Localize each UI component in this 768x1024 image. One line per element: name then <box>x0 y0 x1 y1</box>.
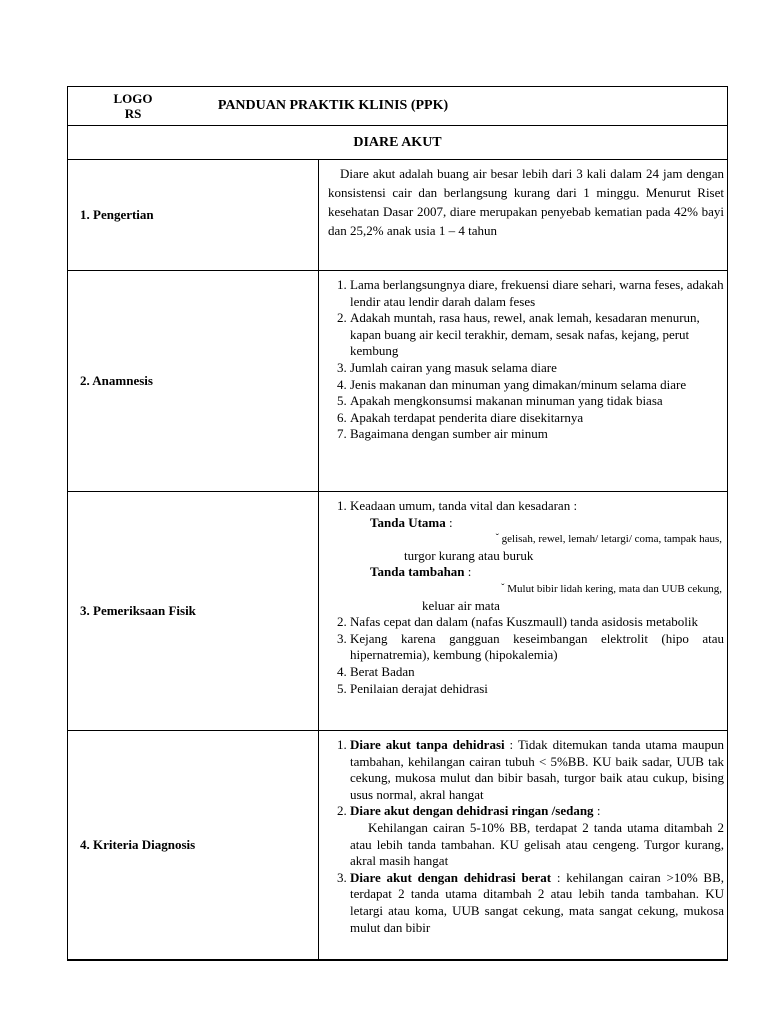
ppk-table <box>67 86 728 961</box>
kriteria-2-text: Kehilangan cairan 5-10% BB, terdapat 2 tanda utama ditambah 2 atau lebih tanda tambahan. KU gelisah atau cengeng. Turgor kurang, akral masih hangat <box>350 819 724 869</box>
kriteria-3-title: Diare akut dengan dehidrasi berat <box>350 869 552 885</box>
pengertian-paragraph: Diare akut adalah buang air besar lebih dari 3 kali dalam 24 jam dengan konsistensi cair dan berlangsung kurang dari 1 minggu. Menurut Riset kesehatan Dasar 2007, diare merupakan penyebab kematian pada 42% bayi dan 25,2% anak usia 1 – 4 tahun <box>328 166 724 238</box>
tanda-tambahan-detail <box>350 581 722 598</box>
list-item: 3. Kejang karena gangguan keseimbangan elektrolit (hipo atau hipernatremia), kembung (hipokalemia) <box>350 631 724 664</box>
tanda-utama-cont: turgor kurang atau buruk <box>404 547 534 563</box>
list-item <box>350 803 724 869</box>
tanda-utama-colon: : <box>445 514 453 530</box>
list-item: 4. Berat Badan <box>350 664 724 681</box>
row-pemeriksaan <box>68 492 728 731</box>
list-item <box>350 498 724 614</box>
checkmark-icon: ˇ <box>495 533 499 545</box>
logo-line1: LOGO <box>113 91 153 106</box>
tanda-utama-detail <box>350 531 722 548</box>
tanda-utama-label: Tanda Utama <box>370 514 446 530</box>
checkmark-icon: ˇ <box>501 582 505 594</box>
tanda-tambahan-label: Tanda tambahan <box>370 564 465 580</box>
topic-title: DIARE AKUT <box>68 126 728 160</box>
tanda-tambahan-text: Mulut bibir lidah kering, mata dan UUB cekung, <box>507 582 722 595</box>
pemeriksaan-content <box>319 492 728 731</box>
pengertian-text <box>319 160 728 271</box>
list-item: 2. Adakah muntah, rasa haus, rewel, anak lemah, kesadaran menurun, kapan buang air kecil terakhir, demam, sesak nafas, kejang, perut kembung <box>350 310 724 360</box>
anamnesis-list <box>328 277 724 443</box>
tanda-utama-block <box>350 515 724 532</box>
header-row <box>68 87 728 126</box>
list-item: 2. Nafas cepat dan dalam (nafas Kuszmaull) tanda asidosis metabolik <box>350 614 724 631</box>
row-pengertian <box>68 160 728 271</box>
kriteria-list <box>328 737 724 936</box>
row-kriteria <box>68 731 728 961</box>
tanda-tambahan-block <box>350 564 724 581</box>
list-item: 3. Jumlah cairan yang masuk selama diare <box>350 360 724 377</box>
document-title: PANDUAN PRAKTIK KLINIS (PPK) <box>217 98 449 113</box>
anamnesis-content <box>319 271 728 492</box>
topic-row <box>68 126 728 160</box>
list-item: 5. Apakah mengkonsumsi makanan minuman yang tidak biasa <box>350 393 724 410</box>
label-anamnesis: 2. Anamnesis <box>68 271 319 492</box>
kriteria-content <box>319 731 728 961</box>
tanda-tambahan-colon: : <box>464 564 472 580</box>
tanda-utama-text: gelisah, rewel, lemah/ letargi/ coma, tampak haus, <box>501 533 722 546</box>
list-item <box>350 737 724 803</box>
kriteria-1-text: : Tidak ditemukan tanda utama maupun tambahan, kehilangan cairan tubuh < 5%BB. KU baik sadar, UUB tak cekung, mukosa mulut dan bibir basah, turgor baik atau cukup, bising usus normal, akral hangat <box>350 737 724 802</box>
list-item: 1. Lama berlangsungnya diare, frekuensi diare sehari, warna feses, adakah lendir atau lendir darah dalam feses <box>350 277 724 310</box>
list-item: 7. Bagaimana dengan sumber air minum <box>350 426 724 443</box>
list-item: 4. Jenis makanan dan minuman yang dimakan/minum selama diare <box>350 377 724 394</box>
logo-line2: RS <box>124 106 142 121</box>
kriteria-3-text: : kehilangan cairan >10% BB, terdapat 2 tanda utama ditambah 2 atau lebih tanda tambahan. KU letargi atau koma, UUB sangat cekung, mata sangat cekung, mukosa mulut dan bibir <box>350 869 724 935</box>
logo-placeholder <box>68 91 198 121</box>
list-item: 5. Penilaian derajat dehidrasi <box>350 681 724 698</box>
label-pengertian: 1. Pengertian <box>68 160 319 271</box>
list-item <box>350 870 724 936</box>
pemeriksaan-item1: Keadaan umum, tanda vital dan kesadaran : <box>350 498 578 513</box>
pemeriksaan-list <box>328 498 724 697</box>
header-cell <box>68 87 728 126</box>
kriteria-2-colon: : <box>593 803 601 819</box>
row-anamnesis <box>68 271 728 492</box>
tanda-tambahan-cont: keluar air mata <box>422 597 500 613</box>
label-pemeriksaan: 3. Pemeriksaan Fisik <box>68 492 319 731</box>
kriteria-2-title: Diare akut dengan dehidrasi ringan /sedang <box>350 803 594 819</box>
label-kriteria: 4. Kriteria Diagnosis <box>68 731 319 961</box>
list-item: 6. Apakah terdapat penderita diare disekitarnya <box>350 410 724 427</box>
kriteria-1-title: Diare akut tanpa dehidrasi <box>350 737 505 752</box>
